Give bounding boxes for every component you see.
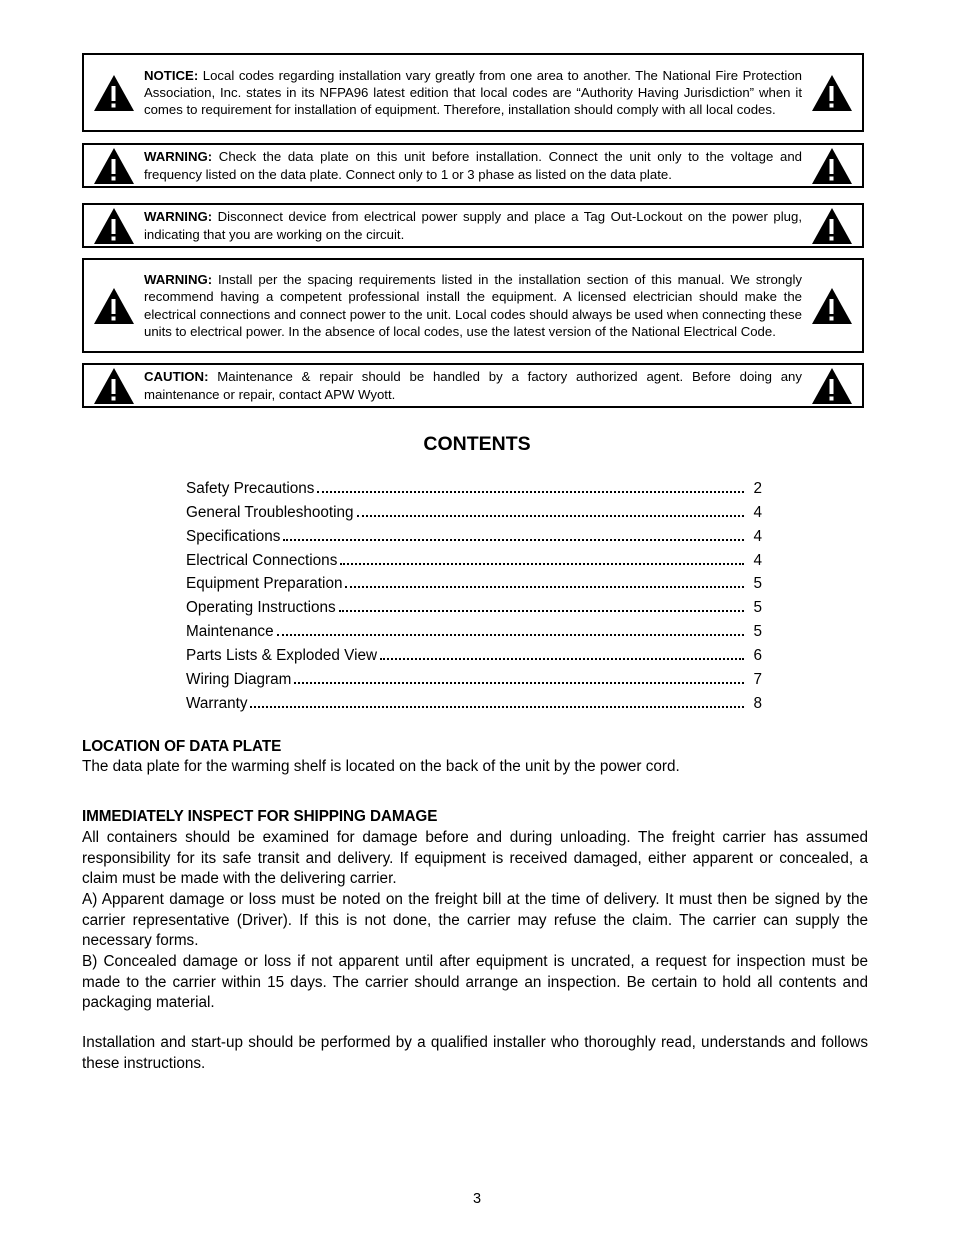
toc-page: 5 xyxy=(753,575,762,593)
concealed-damage-paragraph: B) Concealed damage or loss if not apparent until after equipment is uncrated, a request for inspection must be made to the carrier within 15 days. The carrier should arrange an inspection. Be certain to hold all contents and packaging material. xyxy=(82,953,868,1012)
data-plate-text: The data plate for the warming shelf is located on the back of the unit by the power cord. xyxy=(82,758,680,775)
warning-text: WARNING: Install per the spacing requirements listed in the installation section of this manual. We strongly recommend having a competent professional install the equipment. A licensed electrician should make the electrical connections and connect power to the unit. Local codes should always be used when connecting these units to electrical power. In the absence of local codes, use the latest version of the National Electrical Code. xyxy=(144,271,802,339)
warning-triangle-icon xyxy=(84,367,144,405)
toc-entry xyxy=(186,546,762,570)
table-of-contents xyxy=(186,474,762,713)
warning-box xyxy=(82,203,864,248)
notice-text: NOTICE: Local codes regarding installation vary greatly from one area to another. The National Fire Protection Association, Inc. states in its NFPA96 latest edition that local codes are “Authority Having Jurisdiction” when it comes to requirement for installation of equipment. Therefore, installation should comply with all local codes. xyxy=(144,67,802,118)
toc-page: 8 xyxy=(753,694,762,712)
warning-box xyxy=(82,258,864,353)
warning-text: WARNING: Check the data plate on this unit before installation. Connect the unit only to the voltage and frequency listed on the data plate. Connect only to 1 or 3 phase as listed on the data plate. xyxy=(144,149,802,182)
toc-entry xyxy=(186,689,762,713)
toc-leader xyxy=(277,634,744,636)
installation-note: Installation and start-up should be performed by a qualified installer who thoroughly read, understands and follows these instructions. xyxy=(82,1034,868,1072)
toc-leader xyxy=(317,491,744,493)
notice-box xyxy=(82,53,864,132)
data-plate-heading: LOCATION OF DATA PLATE xyxy=(82,738,282,755)
toc-entry xyxy=(186,593,762,617)
toc-label: Equipment Preparation xyxy=(186,575,343,593)
warning-triangle-icon xyxy=(802,207,862,245)
toc-leader xyxy=(345,586,744,588)
toc-label: Specifications xyxy=(186,527,281,545)
toc-label: Wiring Diagram xyxy=(186,671,292,689)
toc-leader xyxy=(340,563,744,565)
warning-text: WARNING: Disconnect device from electrical power supply and place a Tag Out-Lockout on the power plug, indicating that you are working on the circuit. xyxy=(144,209,802,242)
toc-entry xyxy=(186,641,762,665)
toc-leader xyxy=(357,515,744,517)
toc-label: Electrical Connections xyxy=(186,551,338,569)
toc-page: 5 xyxy=(753,599,762,617)
warning-box xyxy=(82,143,864,188)
toc-label: Warranty xyxy=(186,694,248,712)
toc-page: 7 xyxy=(753,671,762,689)
toc-leader xyxy=(283,539,744,541)
warning-triangle-icon xyxy=(802,367,862,405)
shipping-damage-heading: IMMEDIATELY INSPECT FOR SHIPPING DAMAGE xyxy=(82,808,438,825)
warning-triangle-icon xyxy=(802,287,862,325)
toc-label: Operating Instructions xyxy=(186,599,336,617)
toc-entry xyxy=(186,570,762,594)
warning-triangle-icon xyxy=(84,74,144,112)
toc-entry xyxy=(186,617,762,641)
toc-label: Parts Lists & Exploded View xyxy=(186,647,378,665)
caution-text: CAUTION: Maintenance & repair should be handled by a factory authorized agent. Before doing any maintenance or repair, contact APW Wyott. xyxy=(144,369,802,402)
contents-title: CONTENTS xyxy=(423,433,531,455)
warning-triangle-icon xyxy=(802,147,862,185)
toc-entry xyxy=(186,665,762,689)
caution-box xyxy=(82,363,864,408)
warning-triangle-icon xyxy=(84,147,144,185)
toc-page: 4 xyxy=(753,527,762,545)
toc-leader xyxy=(339,610,744,612)
warning-triangle-icon xyxy=(84,207,144,245)
warning-triangle-icon xyxy=(84,287,144,325)
toc-page: 2 xyxy=(753,479,762,497)
toc-leader xyxy=(294,682,744,684)
toc-page: 5 xyxy=(753,623,762,641)
toc-label: General Troubleshooting xyxy=(186,503,354,521)
toc-leader xyxy=(380,658,744,660)
toc-entry xyxy=(186,498,762,522)
apparent-damage-paragraph: A) Apparent damage or loss must be noted on the freight bill at the time of delivery. It must then be signed by the carrier representative (Driver). If this is not done, the carrier may refuse the claim. The carrier can supply the necessary forms. xyxy=(82,891,868,950)
toc-entry xyxy=(186,474,762,498)
toc-leader xyxy=(250,706,744,708)
toc-page: 4 xyxy=(753,503,762,521)
shipping-damage-paragraph: All containers should be examined for damage before and during unloading. The freight carrier has assumed responsibility for its safe transit and delivery. If equipment is received damaged, either apparent or concealed, a claim must be made with the delivering carrier. xyxy=(82,829,868,888)
toc-entry xyxy=(186,522,762,546)
page-number: 3 xyxy=(472,1191,482,1207)
toc-label: Safety Precautions xyxy=(186,479,315,497)
toc-label: Maintenance xyxy=(186,623,274,641)
toc-page: 6 xyxy=(753,647,762,665)
toc-page: 4 xyxy=(753,551,762,569)
warning-triangle-icon xyxy=(802,74,862,112)
